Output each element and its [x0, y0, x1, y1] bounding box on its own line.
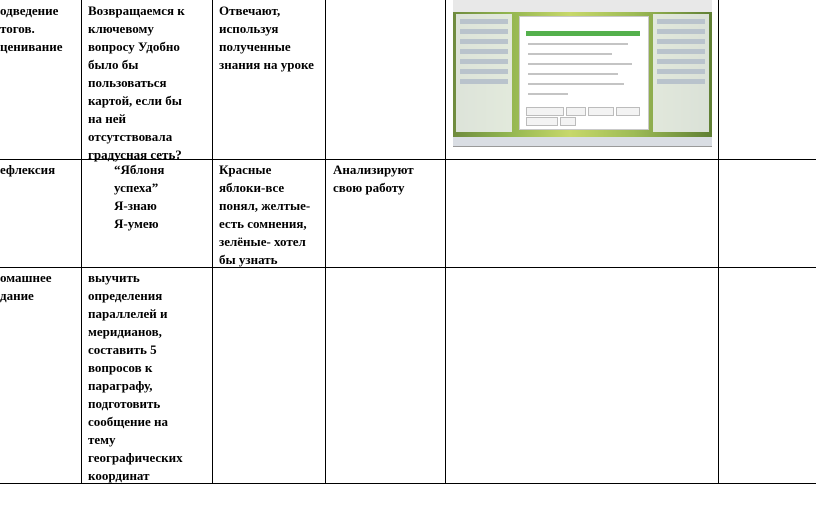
screenshot-sidebar: [653, 14, 709, 132]
screenshot-sidebar: [456, 14, 512, 132]
embedded-screenshot: [453, 0, 712, 147]
teacher-activity-cell: “Яблоня успеха” Я-знаю Я-умею: [114, 162, 165, 231]
table-border: [81, 0, 82, 484]
screenshot-taskbar: [453, 137, 712, 146]
table-border: [325, 0, 326, 484]
stage-cell: одведение тогов. ценивание: [0, 3, 63, 54]
teacher-activity-cell: Возвращаемся к ключевому вопросу Удобно было бы пользоваться картой, если бы на ней отсутствовала градусная сеть?: [88, 3, 185, 162]
screenshot-dialog: [519, 16, 649, 130]
student-activity-cell: Красные яблоки-все понял, желтые- есть сомнения, зелёные- хотел бы узнать: [219, 162, 311, 267]
analysis-cell: Анализируют свою работу: [333, 162, 414, 195]
progress-bar: [526, 31, 640, 36]
teacher-activity-cell: выучить определения параллелей и меридианов, составить 5 вопросов к параграфу, подготовить сообщение на тему географических координат: [88, 270, 183, 483]
table-border: [0, 267, 816, 268]
browser-tab-bar: [453, 0, 712, 12]
stage-cell: ефлексия: [0, 162, 56, 177]
table-border: [212, 0, 213, 484]
table-border: [718, 0, 719, 484]
table-border: [445, 0, 446, 484]
student-activity-cell: Отвечают, используя полученные знания на уроке: [219, 3, 314, 72]
stage-cell: омашнее дание: [0, 270, 52, 303]
